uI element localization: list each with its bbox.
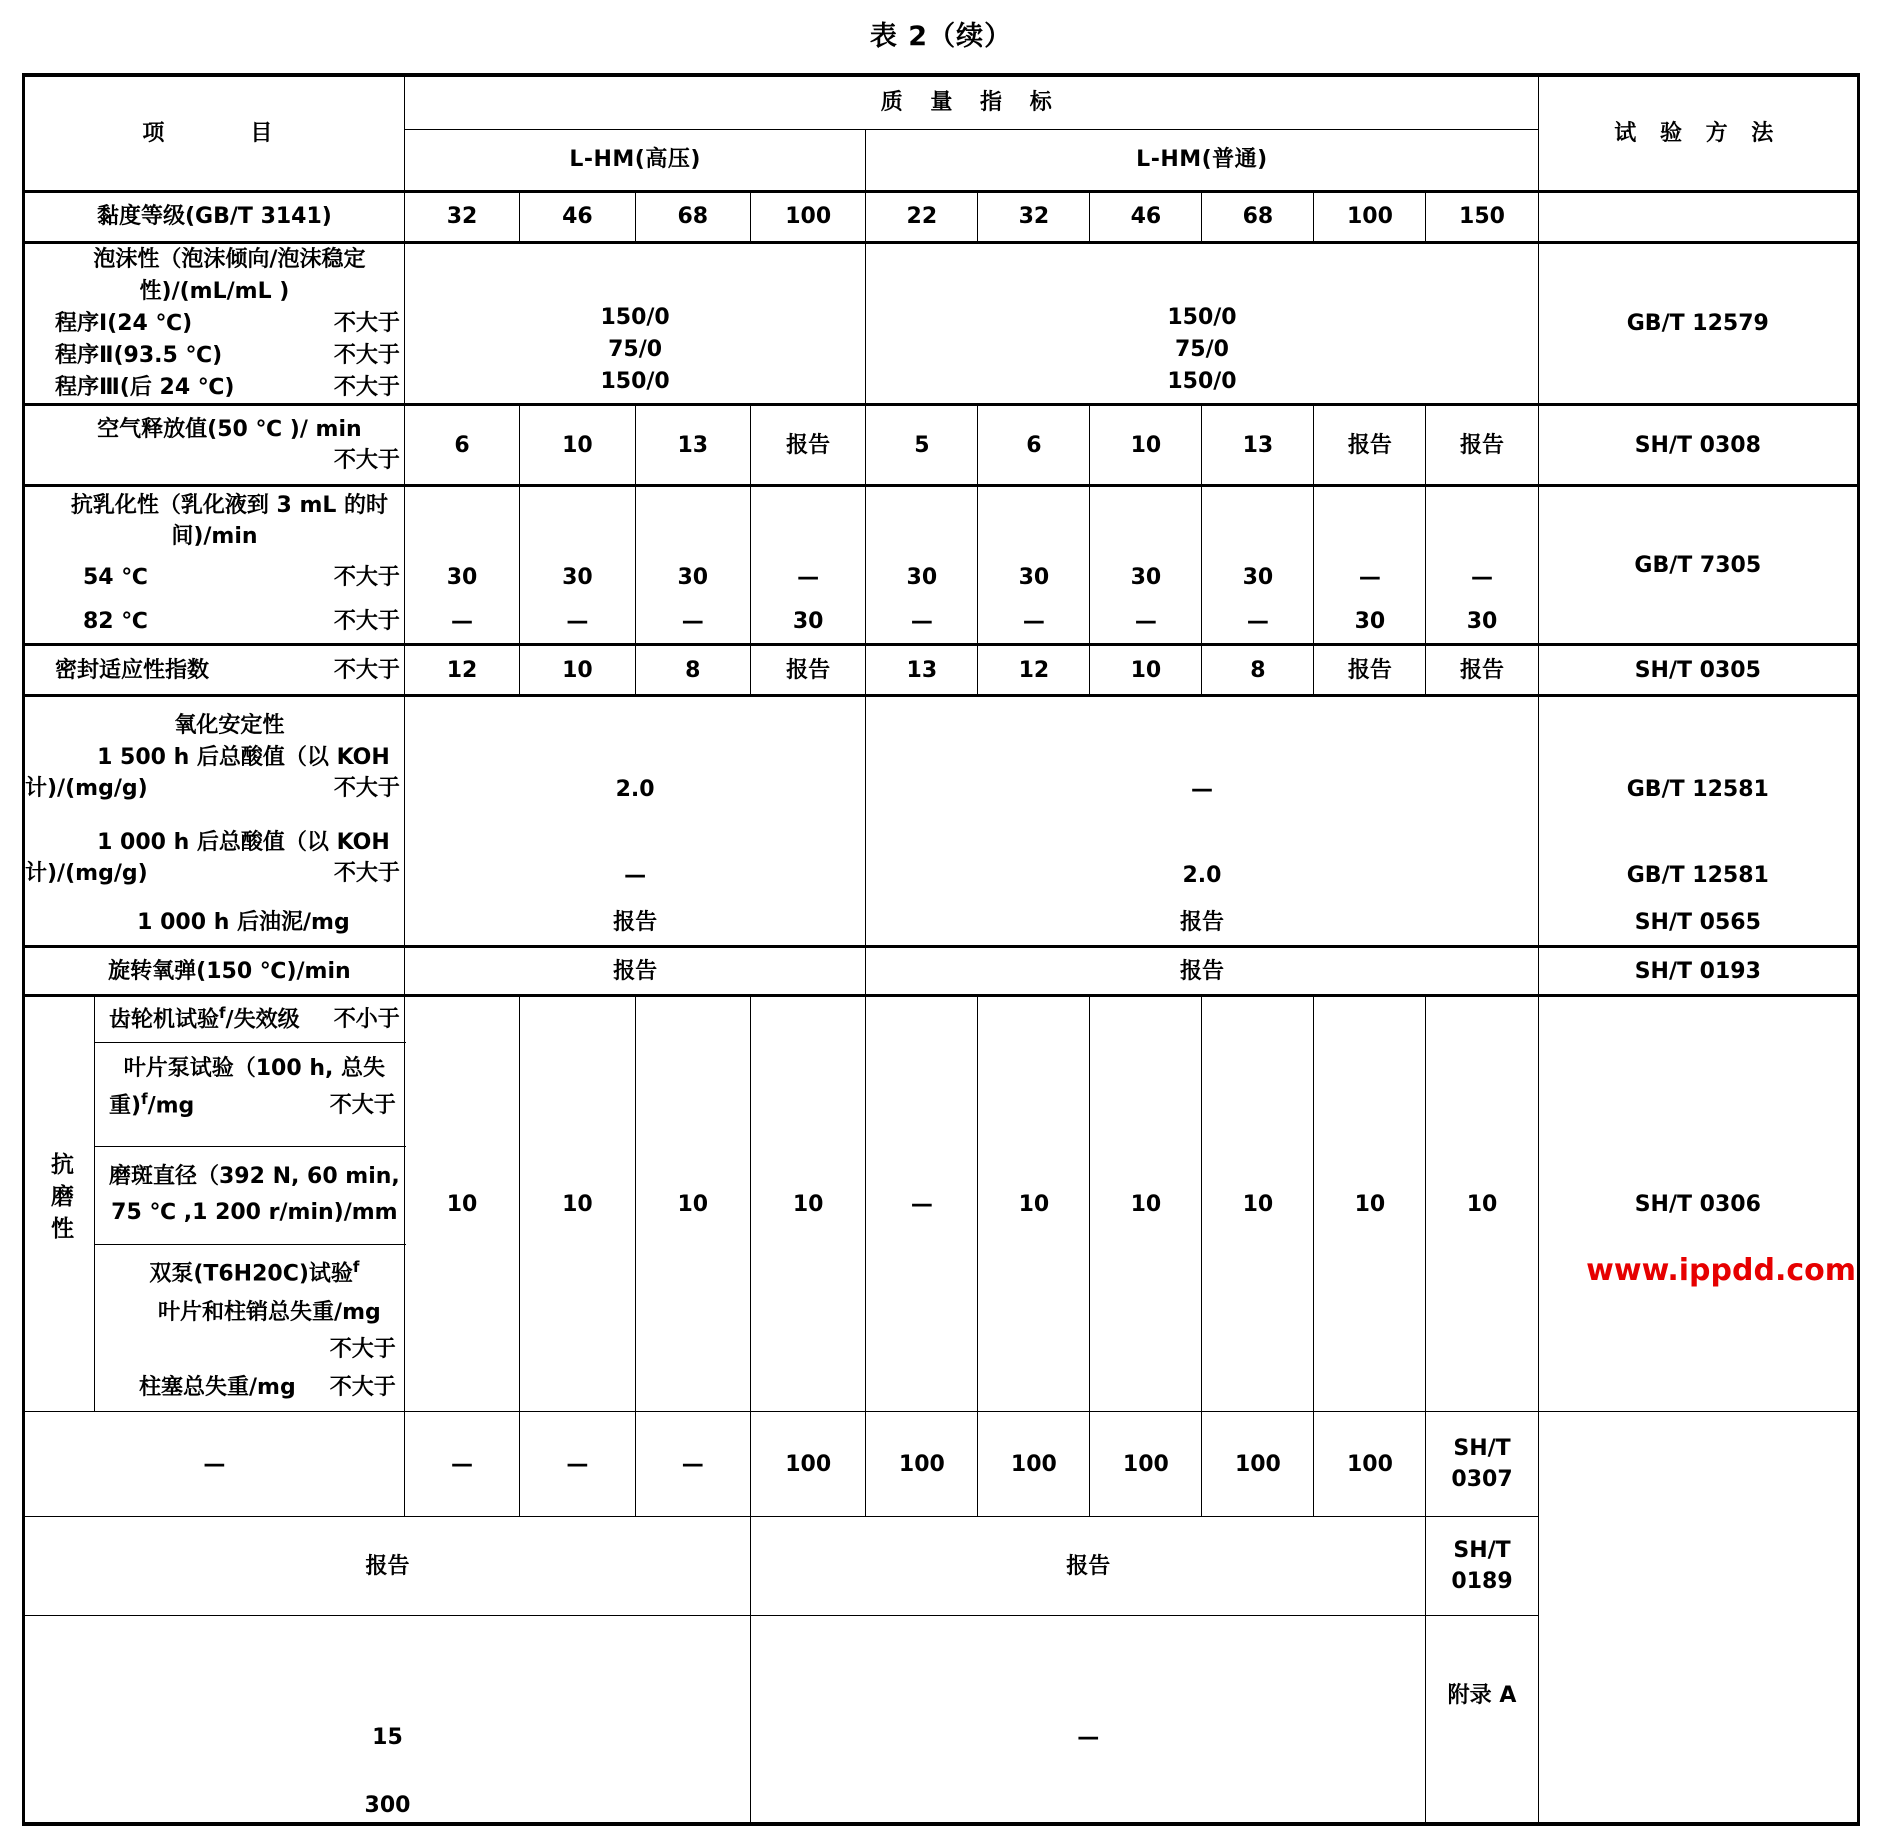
dual-pump-high-piston: 300 — [364, 1793, 411, 1819]
foam-p1-limit: 不大于 — [333, 310, 400, 336]
dual-pump-sub2-label: 柱塞总失重/mg — [139, 1375, 296, 1401]
grade-normal-150: 150 — [1426, 192, 1538, 243]
oxidation-1000h-normal — [866, 817, 1538, 899]
seal-index-high-0: 12 — [404, 645, 519, 696]
foam-item-label — [24, 243, 405, 405]
seal-index-label-cell — [24, 645, 405, 696]
seal-index-high-1: 10 — [520, 645, 635, 696]
vane-pump-label-row — [94, 1043, 406, 1147]
row-oxidation-1000h — [24, 817, 1859, 899]
seal-index-high-3: 报告 — [750, 645, 865, 696]
air-release-normal-4: 报告 — [1314, 405, 1426, 486]
seal-index-limit: 不大于 — [333, 657, 400, 683]
foam-values-high — [404, 243, 866, 405]
demulsibility-blank-h0 — [404, 486, 519, 556]
rotary-bomb-method: SH/T 0193 — [1538, 947, 1858, 996]
foam-p1-high: 150/0 — [600, 304, 670, 330]
air-release-item-label — [24, 405, 405, 486]
oxidation-1500h-line1: 1 500 h 后总酸值（以 KOH — [97, 744, 390, 770]
seal-index-normal-4: 报告 — [1314, 645, 1426, 696]
rotary-bomb-label-cell — [24, 947, 405, 996]
rotary-bomb-high: 报告 — [404, 947, 866, 996]
dual-pump-sub2-limit: 不大于 — [329, 1375, 396, 1401]
demulsibility-blank-h3 — [750, 486, 865, 556]
oxidation-1000h-method-cell — [1538, 817, 1858, 899]
dual-pump-sub1-limit: 不大于 — [329, 1337, 396, 1363]
vane-pump-high-0: — — [24, 1412, 405, 1517]
air-release-normal-1: 6 — [978, 405, 1090, 486]
foam-p3-normal: 150/0 — [1167, 368, 1237, 394]
viscosity-grade-row — [24, 192, 1859, 243]
table-caption: 表 2（续） — [869, 21, 1013, 52]
foam-p2-limit: 不大于 — [333, 342, 400, 368]
oxidation-title: 氧化安定性 — [174, 712, 285, 738]
gear-machine-normal-4: 10 — [1314, 996, 1426, 1412]
gear-machine-title-wrap — [109, 1003, 300, 1036]
foam-p2-label: 程序Ⅱ(93.5 ℃) — [55, 342, 223, 368]
dual-pump-high-vane: 15 — [372, 1725, 403, 1751]
demulsibility-blank-n5 — [1426, 486, 1538, 556]
oxidation-1000h-normal-value: 2.0 — [1182, 862, 1222, 888]
dual-pump-method: 附录 A — [1447, 1683, 1517, 1709]
air-release-limit: 不大于 — [333, 448, 400, 474]
air-release-title: 空气释放值(50 ℃ )/ min — [97, 416, 362, 442]
vane-pump-high-1: — — [404, 1412, 519, 1517]
demulsibility-54c-high-3: — — [750, 555, 865, 599]
wear-scar-label-row — [94, 1147, 406, 1245]
vane-pump-normal-2: 100 — [978, 1412, 1090, 1517]
antiwear-vertical-label-cell — [25, 997, 94, 1411]
gear-machine-high-2: 10 — [635, 996, 750, 1412]
gear-machine-method: SH/T 0306 — [1538, 996, 1858, 1412]
oxidation-1000h-high-value: — — [624, 862, 647, 888]
grade-high-46: 46 — [520, 192, 635, 243]
dual-pump-label-row — [94, 1245, 406, 1411]
vane-pump-title-line1: 叶片泵试验（100 h, 总失 — [123, 1056, 386, 1082]
oxidation-1000h-method: GB/T 12581 — [1626, 862, 1769, 888]
dual-pump-sub1-label: 叶片和柱销总失重/mg — [158, 1299, 381, 1325]
grade-normal-100: 100 — [1314, 192, 1426, 243]
header-group-high: L-HM(高压) — [404, 130, 866, 192]
vane-pump-normal-4: 100 — [1202, 1412, 1314, 1517]
oxidation-sludge-label-cell — [24, 899, 405, 947]
gear-machine-normal-2: 10 — [1090, 996, 1202, 1412]
foam-p1-normal: 150/0 — [1167, 304, 1237, 330]
rotary-bomb-normal: 报告 — [866, 947, 1538, 996]
demulsibility-blank-h2 — [635, 486, 750, 556]
demulsibility-54c-normal-5: — — [1426, 555, 1538, 599]
demulsibility-82c-limit: 不大于 — [333, 608, 400, 634]
grade-normal-46: 46 — [1090, 192, 1202, 243]
seal-index-normal-5: 报告 — [1426, 645, 1538, 696]
oxidation-1000h-line2: 计)/(mg/g) — [25, 861, 148, 887]
row-seal-index — [24, 645, 1859, 696]
oxidation-1500h-high — [404, 696, 866, 818]
demulsibility-blank-n2 — [1090, 486, 1202, 556]
vane-pump-normal-0: 100 — [750, 1412, 865, 1517]
air-release-high-0: 6 — [404, 405, 519, 486]
row-rotary-bomb — [24, 947, 1859, 996]
row-air-release — [24, 405, 1859, 486]
air-release-normal-2: 10 — [1090, 405, 1202, 486]
oxidation-sludge-normal: 报告 — [866, 899, 1538, 947]
demulsibility-54c-label: 54 ℃ — [83, 564, 148, 590]
foam-method: GB/T 12579 — [1538, 243, 1858, 405]
gear-machine-title-tail: /失效级 — [225, 1007, 300, 1033]
oxidation-sludge-high: 报告 — [404, 899, 866, 947]
wear-scar-title-line1: 磨斑直径（392 N, 60 min, — [109, 1164, 400, 1190]
demulsibility-title-line1: 抗乳化性（乳化液到 3 mL 的时 — [70, 492, 389, 518]
foam-p3-limit: 不大于 — [333, 374, 400, 400]
dual-pump-high — [24, 1616, 751, 1824]
vane-pump-title-line2a: 重) — [109, 1093, 142, 1119]
demulsibility-82c-high-3: 30 — [750, 599, 865, 645]
vane-pump-normal-5: 100 — [1314, 1412, 1426, 1517]
demulsibility-blank-n0 — [866, 486, 978, 556]
oxidation-1500h-method-cell — [1538, 696, 1858, 818]
wear-scar-method: SH/T 0189 — [1426, 1517, 1538, 1616]
gear-machine-label-row — [94, 997, 406, 1043]
oxidation-1500h-normal — [866, 696, 1538, 818]
gear-machine-high-1: 10 — [520, 996, 635, 1412]
row-wear-scar — [24, 1517, 1859, 1616]
air-release-normal-3: 13 — [1202, 405, 1314, 486]
dual-pump-title: 双泵(T6H20C)试验 — [149, 1261, 353, 1287]
row-oxidation-1500h — [24, 696, 1859, 818]
oxidation-1000h-label-cell — [24, 817, 405, 899]
vane-pump-title-line2b: /mg — [147, 1093, 195, 1119]
demulsibility-54c-high-2: 30 — [635, 555, 750, 599]
grade-high-100: 100 — [750, 192, 865, 243]
seal-index-method: SH/T 0305 — [1538, 645, 1858, 696]
dual-pump-footnote-marker: f — [352, 1258, 360, 1277]
oxidation-sludge-label: 1 000 h 后油泥/mg — [137, 909, 350, 935]
vane-pump-footnote-marker: f — [141, 1090, 148, 1109]
oxidation-1500h-label-cell — [24, 696, 405, 818]
oxidation-1000h-limit: 不大于 — [333, 861, 400, 887]
dual-pump-normal-value: — — [1077, 1725, 1100, 1751]
grade-high-68: 68 — [635, 192, 750, 243]
foam-p3-label: 程序Ⅲ(后 24 ℃) — [55, 374, 235, 400]
foam-p2-high: 75/0 — [608, 336, 663, 362]
oxidation-1500h-line2: 计)/(mg/g) — [25, 776, 148, 802]
demulsibility-54c-label-cell — [24, 555, 405, 599]
gear-machine-high-0: 10 — [404, 996, 519, 1412]
wear-scar-title-line2: 75 ℃ ,1 200 r/min)/mm — [111, 1200, 398, 1226]
demulsibility-54c-normal-2: 30 — [1090, 555, 1202, 599]
gear-machine-limit: 不小于 — [333, 1007, 400, 1032]
dual-pump-method-cell — [1426, 1616, 1538, 1824]
demulsibility-82c-high-1: — — [520, 599, 635, 645]
demulsibility-82c-label: 82 ℃ — [83, 608, 148, 634]
seal-index-normal-0: 13 — [866, 645, 978, 696]
oxidation-sludge-method: SH/T 0565 — [1538, 899, 1858, 947]
demulsibility-title-line2: 间)/min — [171, 524, 258, 550]
vane-pump-high-2: — — [520, 1412, 635, 1517]
table-header-row-1 — [24, 75, 1859, 130]
vane-pump-title-line2-wrap — [109, 1087, 194, 1124]
demulsibility-54c-normal-0: 30 — [866, 555, 978, 599]
vane-pump-limit: 不大于 — [329, 1093, 396, 1119]
demulsibility-82c-normal-3: — — [1202, 599, 1314, 645]
vane-pump-normal-1: 100 — [866, 1412, 978, 1517]
demulsibility-82c-normal-1: — — [978, 599, 1090, 645]
seal-index-title: 密封适应性指数 — [55, 657, 210, 683]
wear-scar-normal: 报告 — [750, 1517, 1425, 1616]
demulsibility-54c-normal-1: 30 — [978, 555, 1090, 599]
demulsibility-blank-n4 — [1314, 486, 1426, 556]
demulsibility-54c-high-1: 30 — [520, 555, 635, 599]
header-test-method: 试 验 方 法 — [1538, 75, 1858, 192]
vane-pump-normal-3: 100 — [1090, 1412, 1202, 1517]
grade-high-32: 32 — [404, 192, 519, 243]
seal-index-high-2: 8 — [635, 645, 750, 696]
watermark: www.ippdd.com — [1586, 1253, 1856, 1288]
gear-machine-normal-1: 10 — [978, 996, 1090, 1412]
air-release-normal-5: 报告 — [1426, 405, 1538, 486]
dual-pump-normal — [750, 1616, 1425, 1824]
row-gear-machine — [24, 996, 1859, 1412]
demulsibility-54c-normal-3: 30 — [1202, 555, 1314, 599]
grade-normal-68: 68 — [1202, 192, 1314, 243]
grade-normal-32: 32 — [978, 192, 1090, 243]
seal-index-normal-2: 10 — [1090, 645, 1202, 696]
demulsibility-82c-normal-2: — — [1090, 599, 1202, 645]
gear-machine-normal-0: — — [866, 996, 978, 1412]
row-oxidation-sludge — [24, 899, 1859, 947]
gear-machine-normal-3: 10 — [1202, 996, 1314, 1412]
oxidation-1000h-high — [404, 817, 866, 899]
demulsibility-blank-n1 — [978, 486, 1090, 556]
air-release-method: SH/T 0308 — [1538, 405, 1858, 486]
demulsibility-82c-high-0: — — [404, 599, 519, 645]
foam-p1-label: 程序Ⅰ(24 ℃) — [55, 310, 193, 336]
demulsibility-item-label — [24, 486, 405, 556]
grade-row-method-blank — [1538, 192, 1858, 243]
oxidation-1500h-normal-value: — — [1190, 776, 1213, 802]
air-release-high-2: 13 — [635, 405, 750, 486]
demulsibility-method: GB/T 7305 — [1538, 486, 1858, 645]
antiwear-group-cell — [24, 996, 405, 1412]
gear-machine-high-3: 10 — [750, 996, 865, 1412]
vane-pump-high-3: — — [635, 1412, 750, 1517]
foam-p2-normal: 75/0 — [1174, 336, 1229, 362]
header-quality-index: 质 量 指 标 — [404, 75, 1538, 130]
gear-machine-normal-5: 10 — [1426, 996, 1538, 1412]
specification-table — [22, 73, 1860, 1826]
grade-normal-22: 22 — [866, 192, 978, 243]
header-group-normal: L-HM(普通) — [866, 130, 1538, 192]
gear-machine-footnote-marker: f — [219, 1004, 226, 1023]
seal-index-normal-3: 8 — [1202, 645, 1314, 696]
demulsibility-blank-h1 — [520, 486, 635, 556]
row-foam — [24, 243, 1859, 405]
demulsibility-82c-normal-0: — — [866, 599, 978, 645]
oxidation-1000h-line1: 1 000 h 后总酸值（以 KOH — [97, 829, 390, 855]
foam-p3-high: 150/0 — [600, 368, 670, 394]
air-release-high-1: 10 — [520, 405, 635, 486]
viscosity-grade-label: 黏度等级(GB/T 3141) — [24, 192, 405, 243]
row-demulsibility-title — [24, 486, 1859, 556]
foam-title-line2: 性)/(mL/mL ) — [139, 278, 290, 304]
rotary-bomb-title: 旋转氧弹(150 ℃)/min — [108, 958, 351, 984]
row-dual-pump — [24, 1616, 1859, 1824]
air-release-high-3: 报告 — [750, 405, 865, 486]
foam-values-normal — [866, 243, 1538, 405]
demulsibility-blank-n3 — [1202, 486, 1314, 556]
demulsibility-82c-normal-5: 30 — [1426, 599, 1538, 645]
header-item: 项 目 — [24, 75, 405, 192]
dual-pump-title-wrap — [109, 1255, 400, 1293]
oxidation-1500h-limit: 不大于 — [333, 776, 400, 802]
air-release-normal-0: 5 — [866, 405, 978, 486]
antiwear-subitems-cell — [94, 997, 406, 1411]
demulsibility-82c-label-cell — [24, 599, 405, 645]
demulsibility-54c-high-0: 30 — [404, 555, 519, 599]
oxidation-1500h-high-value: 2.0 — [615, 776, 655, 802]
row-vane-pump — [24, 1412, 1859, 1517]
gear-machine-title: 齿轮机试验 — [109, 1007, 220, 1033]
demulsibility-54c-normal-4: — — [1314, 555, 1426, 599]
demulsibility-82c-high-2: — — [635, 599, 750, 645]
seal-index-normal-1: 12 — [978, 645, 1090, 696]
wear-scar-high: 报告 — [24, 1517, 751, 1616]
demulsibility-82c-normal-4: 30 — [1314, 599, 1426, 645]
foam-title-line1: 泡沫性（泡沫倾向/泡沫稳定 — [93, 247, 366, 272]
oxidation-1500h-method: GB/T 12581 — [1626, 776, 1769, 802]
antiwear-vertical-label: 抗磨性 — [47, 1151, 73, 1248]
demulsibility-54c-limit: 不大于 — [333, 564, 400, 590]
vane-pump-method: SH/T 0307 — [1426, 1412, 1538, 1517]
